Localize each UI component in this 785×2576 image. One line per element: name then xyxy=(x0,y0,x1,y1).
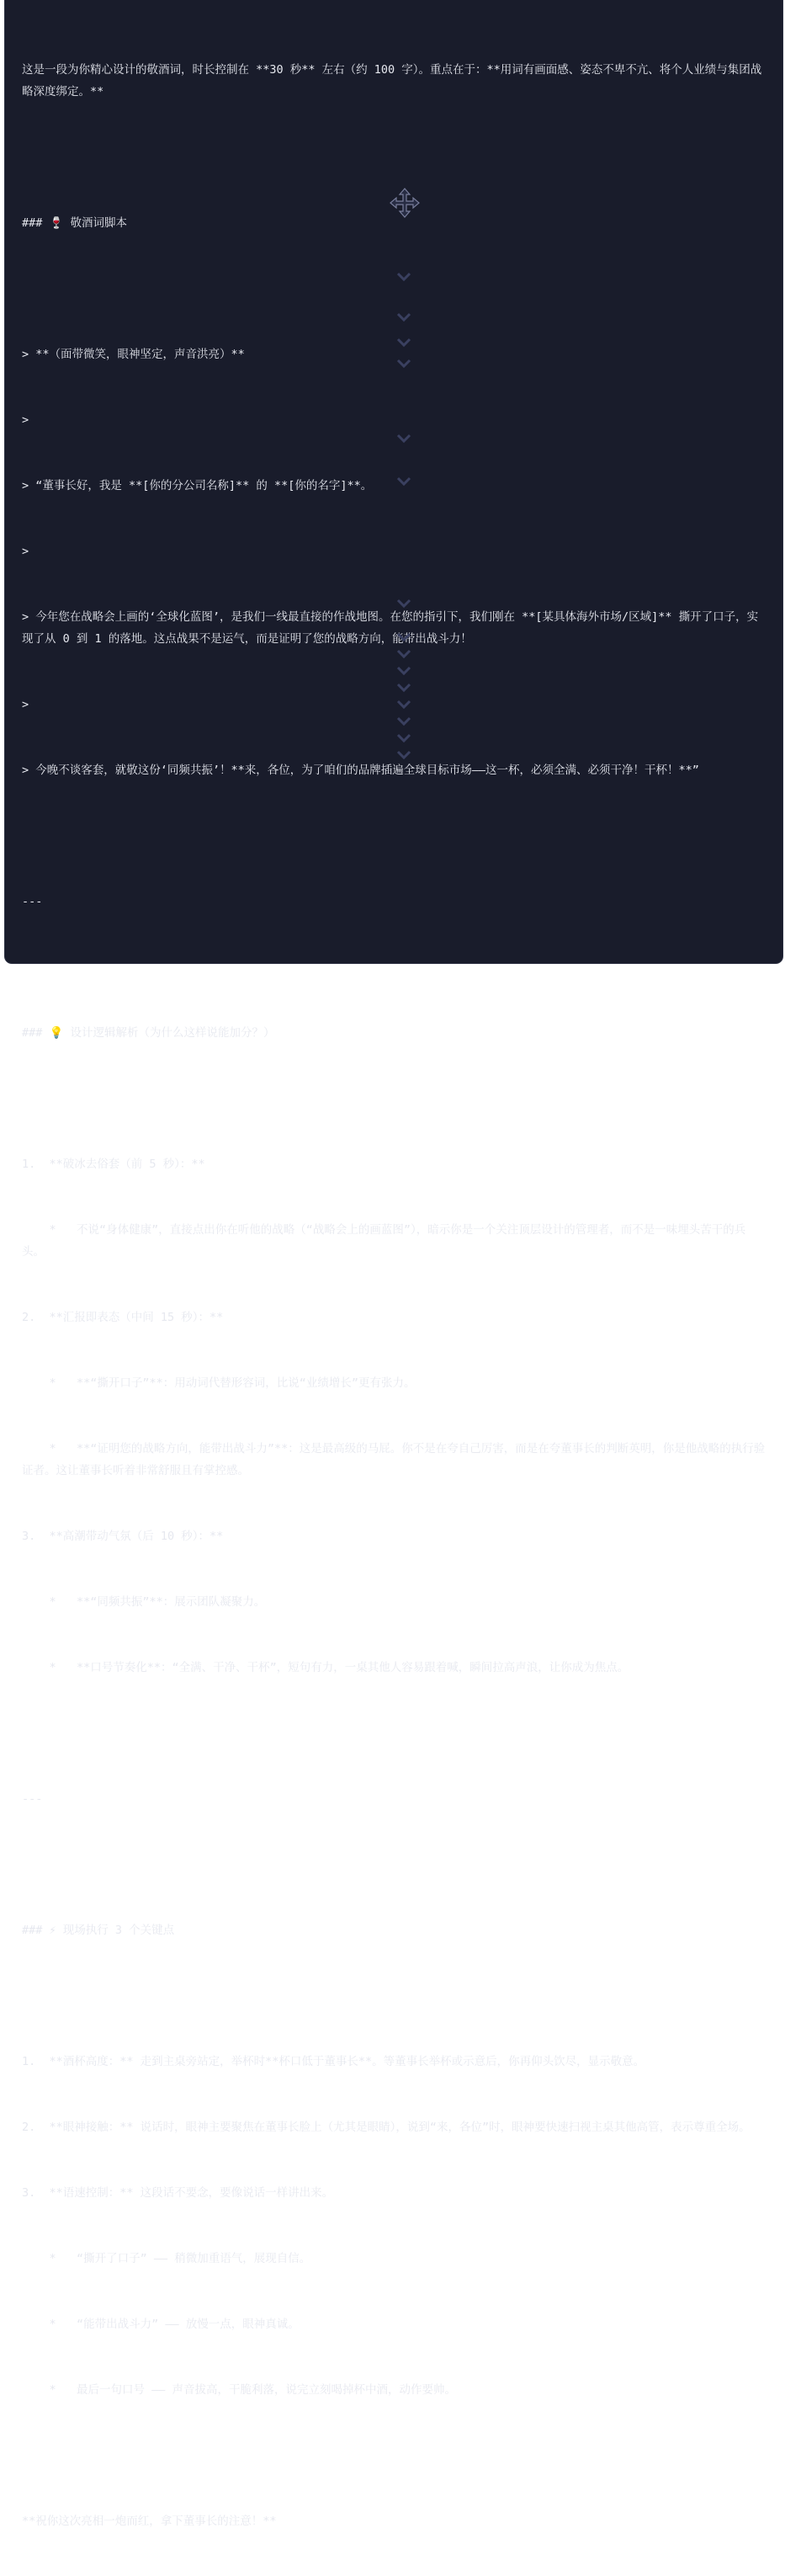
quote-line: > 今年您在战略会上画的‘全球化蓝图’，是我们一线最直接的作战地图。在您的指引下，我们刚在 **[某具体海外市场/区域]** 撕开了口子，实现了从 0 到 1 的落地。这点战果不是运气，而是证明了您的战略方向，能带出战斗力！ xyxy=(22,610,759,646)
list-subitem: * “能带出战斗力” —— 放慢一点，眼神真诚。 xyxy=(22,2318,300,2331)
list-subitem: * 最后一句口号 —— 声音拔高，干脆利落，说完立刻喝掉杯中酒，动作要帅。 xyxy=(22,2383,457,2397)
scroll-down-chevron-icon xyxy=(395,598,412,609)
list-subitem: * “撕开了口子” —— 稍微加重语气，展现自信。 xyxy=(22,2252,311,2265)
scroll-down-chevron-icon xyxy=(395,337,412,349)
scroll-down-chevron-icon xyxy=(395,271,412,283)
scroll-down-chevron-icon xyxy=(395,732,412,744)
scroll-down-chevron-icon xyxy=(395,311,412,323)
scroll-down-chevron-icon xyxy=(395,699,412,711)
quote-line: > **（面带微笑，眼神坚定，声音洪亮）** xyxy=(22,348,245,361)
scroll-down-chevron-icon xyxy=(395,433,412,444)
text-line: **祝你这次亮相一炮而红，拿下董事长的注意！** xyxy=(22,2515,277,2528)
text-line xyxy=(22,825,766,847)
list-item: 1. **酒杯高度：** 走到主桌旁站定，举杯时**杯口低于董事长**。等董事长举杯或示意后，你再仰头饮尽，显示敬意。 xyxy=(22,2055,645,2068)
list-subitem: * **“同频共振”**：展示团队凝聚力。 xyxy=(22,1595,266,1609)
quote-line: > 今晚不谈客套，就敬这份‘同频共振’！**来，各位，为了咱们的品牌插遍全球目标市场——这一杯，必须全满、必须干净！干杯！**” xyxy=(22,764,699,777)
scroll-down-chevron-icon xyxy=(395,476,412,487)
scroll-down-chevron-icon xyxy=(395,631,412,643)
list-item: 2. **汇报即表态（中间 15 秒）：** xyxy=(22,1311,224,1324)
divider-line: --- xyxy=(22,1792,43,1806)
text-line xyxy=(22,1854,766,1876)
list-item: 3. **语速控制：** 这段话不要念，要像说话一样讲出来。 xyxy=(22,2186,334,2200)
text-line: 这是一段为你精心设计的敬酒词，时长控制在 **30 秒** 左右（约 100 字）。重点在于：**用词有画面感、姿态不卑不亢、将个人业绩与集团战略深度绑定。** xyxy=(22,63,762,98)
text-line xyxy=(22,1722,766,1744)
text-line xyxy=(22,278,766,300)
list-item: 2. **眼神接触：** 说话时，眼神主要聚焦在董事长脸上（尤其是眼睛），说到“来，各位”时，眼神要快速扫视主桌其他高管，表示尊重全场。 xyxy=(22,2121,751,2134)
heading-line: ### 🍷 敬酒词脚本 xyxy=(22,216,127,230)
list-item: 1. **破冰去俗套（前 5 秒）：** xyxy=(22,1158,205,1171)
quote-line: > xyxy=(22,545,29,558)
scroll-indicator xyxy=(395,253,414,766)
list-subitem: * **“证明您的战略方向，能带出战斗力”**：这是最高级的马屁。你不是在夸自己厉害，而是在夸董事长的判断英明，你是他战略的执行验证者。这让董事长听着非常舒服且有掌控感。 xyxy=(22,1442,766,1477)
list-item: 3. **高潮带动气氛（后 10 秒）：** xyxy=(22,1530,224,1543)
quote-line: > xyxy=(22,413,29,427)
list-subitem: * **口号节奏化**：“全满、干净、干杯”，短句有力，一桌其他人容易跟着喊，瞬间拉高声浪，让你成为焦点。 xyxy=(22,1661,629,1674)
list-subitem: * **“撕开口子”**：用动词代替形容词，比说“业绩增长”更有张力。 xyxy=(22,1376,416,1390)
scroll-down-chevron-icon xyxy=(395,749,412,761)
heading-line: ### ⚡ 现场执行 3 个关键点 xyxy=(22,1924,175,1937)
text-line xyxy=(22,2445,766,2467)
scroll-down-chevron-icon xyxy=(395,358,412,370)
markdown-text-block xyxy=(22,15,766,2576)
scroll-down-chevron-icon xyxy=(395,716,412,727)
text-line xyxy=(22,956,766,978)
scroll-down-chevron-icon xyxy=(395,665,412,677)
heading-line: ### 💡 设计逻辑解析（为什么这样说能加分？） xyxy=(22,1026,275,1040)
scroll-down-chevron-icon xyxy=(395,682,412,694)
list-subitem: * 不说“身体健康”，直接点出你在听他的战略（“战略会上的画蓝图”），暗示你是一个关注顶层设计的管理者，而不是一味埋头苦干的兵头。 xyxy=(22,1223,746,1259)
quote-line: > “董事长好，我是 **[你的分公司名称]** 的 **[你的名字]**。 xyxy=(22,479,373,492)
quote-line: > xyxy=(22,698,29,711)
text-line xyxy=(22,1985,766,2007)
text-line xyxy=(22,1088,766,1110)
scroll-down-chevron-icon xyxy=(395,648,412,660)
text-line xyxy=(22,146,766,168)
response-panel xyxy=(5,0,782,2528)
move-cursor-icon xyxy=(389,187,421,219)
divider-line: --- xyxy=(22,895,43,908)
